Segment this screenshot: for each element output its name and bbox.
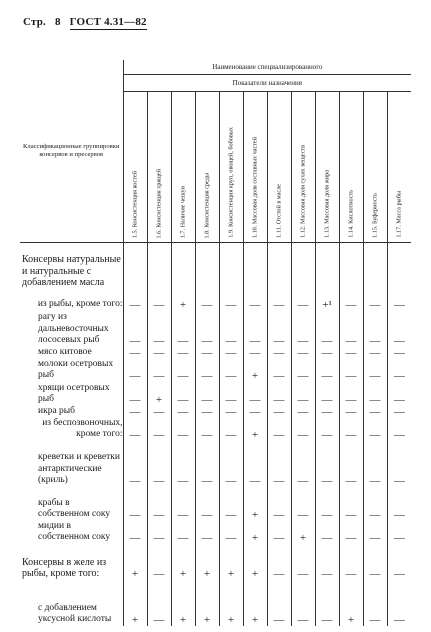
row-label: мидии в собственном соку <box>38 520 111 542</box>
table-cell <box>147 243 171 289</box>
table-cell: — <box>243 441 267 487</box>
column-header <box>243 92 267 243</box>
table-cell: — <box>123 521 147 544</box>
table-row <box>20 580 411 626</box>
table-cell <box>123 243 147 289</box>
table-cell: — <box>171 347 195 359</box>
table-cell: — <box>219 359 243 382</box>
table-cell: — <box>195 289 219 311</box>
column-header <box>171 92 195 243</box>
column-header-label: 1.15. Буферность <box>371 193 379 238</box>
table-row <box>20 359 411 382</box>
table-cell: — <box>339 382 363 406</box>
table-cell: — <box>291 347 315 359</box>
table-cell: — <box>171 418 195 441</box>
table-cell: — <box>195 311 219 347</box>
table-cell: — <box>291 359 315 382</box>
table-row <box>20 243 411 289</box>
column-header-label: 1.13. Массовая доля жира <box>323 170 331 238</box>
table-cell: — <box>339 418 363 441</box>
row-label: молоки осетровых рыб <box>38 358 114 380</box>
row-label: из беспозвоночных, кроме того: <box>42 417 123 439</box>
table-cell: — <box>171 311 195 347</box>
row-label: с добавлением уксусной кислоты <box>38 602 112 624</box>
table-cell: — <box>123 289 147 311</box>
table-cell: — <box>387 580 411 626</box>
column-header <box>315 92 339 243</box>
column-header <box>219 92 243 243</box>
table-cell: — <box>219 347 243 359</box>
table-cell: — <box>315 406 339 418</box>
table-row <box>20 382 411 406</box>
table-cell: — <box>219 441 243 487</box>
table-cell <box>267 243 291 289</box>
table-cell: — <box>363 382 387 406</box>
page-number: 8 <box>54 16 61 28</box>
table-cell: + <box>171 289 195 311</box>
table-cell: — <box>363 441 387 487</box>
table-cell: — <box>315 359 339 382</box>
standard-number: ГОСТ 4.31—82 <box>69 16 147 28</box>
table-cell: — <box>291 406 315 418</box>
table-cell: + <box>291 521 315 544</box>
table-cell: — <box>315 544 339 580</box>
column-header-label: 1.5. Консистенция костей <box>131 170 139 238</box>
table-cell: — <box>363 289 387 311</box>
table-cell: — <box>315 441 339 487</box>
table-cell: — <box>171 441 195 487</box>
table-cell: — <box>339 359 363 382</box>
column-header <box>267 92 291 243</box>
table-cell: — <box>315 580 339 626</box>
table-cell: — <box>123 311 147 347</box>
column-header-label: 1.6. Консистенция хрящей <box>155 168 163 238</box>
table-cell: — <box>387 544 411 580</box>
table-cell: — <box>363 580 387 626</box>
table-row <box>20 487 411 521</box>
table-cell: — <box>243 347 267 359</box>
table-cell: + <box>171 580 195 626</box>
table-cell <box>243 243 267 289</box>
table-cell: — <box>363 311 387 347</box>
table-row <box>20 441 411 487</box>
table-cell: — <box>123 441 147 487</box>
table-cell: — <box>363 359 387 382</box>
table-row <box>20 311 411 347</box>
table-cell: + <box>123 580 147 626</box>
column-header <box>363 92 387 243</box>
table-cell: — <box>195 487 219 521</box>
table-cell: +¹ <box>315 289 339 311</box>
table-cell: — <box>267 580 291 626</box>
table-cell: — <box>387 347 411 359</box>
table-cell: — <box>291 382 315 406</box>
column-header-label: 1.12. Массовая доля сухих веществ <box>299 145 307 238</box>
table-cell: — <box>363 487 387 521</box>
table-cell: — <box>387 289 411 311</box>
table-cell <box>171 243 195 289</box>
table-cell: + <box>123 544 147 580</box>
page-header <box>23 16 153 28</box>
table-cell <box>291 243 315 289</box>
column-header <box>147 92 171 243</box>
row-label: рагу из дальневосточных лососевых рыб <box>38 312 109 345</box>
table-cell: — <box>243 406 267 418</box>
table-row <box>20 347 411 359</box>
table-cell: — <box>219 311 243 347</box>
table-cell: + <box>219 580 243 626</box>
table-cell: — <box>363 347 387 359</box>
table-cell <box>219 243 243 289</box>
table-cell: — <box>291 441 315 487</box>
column-header <box>291 92 315 243</box>
table-cell: + <box>195 580 219 626</box>
table-cell: — <box>147 441 171 487</box>
row-label: из рыбы, кроме того: <box>37 299 123 309</box>
table-cell: — <box>291 487 315 521</box>
table-cell: + <box>243 580 267 626</box>
column-header-label: 1.10. Массовая доля составных частей <box>251 136 259 238</box>
table-cell: — <box>123 347 147 359</box>
table-cell: — <box>387 359 411 382</box>
table-cell: — <box>315 311 339 347</box>
table-cell: — <box>267 382 291 406</box>
table-cell: — <box>267 311 291 347</box>
table-cell: + <box>219 544 243 580</box>
table-cell: — <box>243 382 267 406</box>
column-header <box>195 92 219 243</box>
table-cell: — <box>315 521 339 544</box>
table-cell: — <box>339 406 363 418</box>
table-row <box>20 406 411 418</box>
table-cell: — <box>219 521 243 544</box>
classification-header: Классификационные группировки консервов и пресервов <box>20 60 123 243</box>
table-cell: — <box>147 521 171 544</box>
table-cell: — <box>291 544 315 580</box>
table-cell: + <box>339 580 363 626</box>
table-cell: — <box>123 406 147 418</box>
row-label: хрящи осетровых рыб <box>38 382 110 404</box>
table-cell: — <box>147 580 171 626</box>
table-cell: — <box>123 382 147 406</box>
table-cell: — <box>291 311 315 347</box>
table-cell: — <box>147 359 171 382</box>
table-cell: — <box>339 311 363 347</box>
standards-table <box>20 60 411 626</box>
table-cell: — <box>147 347 171 359</box>
table-cell: — <box>267 418 291 441</box>
table-cell: — <box>387 406 411 418</box>
table-cell: — <box>171 487 195 521</box>
column-header-label: 1.7. Наличие чешуи <box>179 185 187 238</box>
table-cell: — <box>267 441 291 487</box>
table-cell: — <box>267 544 291 580</box>
column-header-label: 1.11. Отстой в масле <box>275 184 283 238</box>
table-cell: — <box>195 382 219 406</box>
table-cell: — <box>123 418 147 441</box>
table-cell: — <box>219 487 243 521</box>
table-cell: — <box>267 487 291 521</box>
column-header <box>123 92 147 243</box>
table-cell: — <box>267 406 291 418</box>
table-cell: — <box>387 382 411 406</box>
table-cell: + <box>243 544 267 580</box>
table-cell: — <box>387 441 411 487</box>
table-cell <box>339 243 363 289</box>
column-header-label: 1.9. Консистенция круп, овощей, бобовых <box>227 127 235 238</box>
table-cell: — <box>123 487 147 521</box>
table-cell: — <box>219 406 243 418</box>
table-cell: — <box>267 347 291 359</box>
table-cell: — <box>315 347 339 359</box>
row-label: Консервы натуральные и натуральные с добавлением масла <box>22 254 121 288</box>
column-header <box>339 92 363 243</box>
row-label: крабы в собственном соку <box>38 497 111 519</box>
row-label: Консервы в желе из рыбы, кроме того: <box>22 556 107 579</box>
table-cell: — <box>243 289 267 311</box>
table-cell: — <box>267 359 291 382</box>
table-cell: — <box>339 544 363 580</box>
table-cell: + <box>243 521 267 544</box>
table-cell: — <box>387 521 411 544</box>
row-label: мясо китовое <box>38 347 92 357</box>
table-cell: — <box>339 441 363 487</box>
column-header-label: 1.14. Кислотность <box>347 190 355 238</box>
table-cell: — <box>219 289 243 311</box>
table-cell: — <box>315 418 339 441</box>
row-label: икра рыб <box>38 406 76 416</box>
table-cell: — <box>147 406 171 418</box>
table-cell: + <box>195 544 219 580</box>
table-cell: — <box>195 521 219 544</box>
table-cell: — <box>267 521 291 544</box>
top-header: Наименование специализированного <box>123 60 411 75</box>
table-row <box>20 418 411 441</box>
table-row <box>20 289 411 311</box>
table-cell: — <box>171 359 195 382</box>
table-cell: — <box>339 347 363 359</box>
sub-header: Показатели назначения <box>123 75 411 92</box>
table-cell: — <box>315 382 339 406</box>
table-cell: — <box>291 418 315 441</box>
table-cell: — <box>267 289 291 311</box>
table-cell: — <box>147 311 171 347</box>
table-cell: — <box>363 418 387 441</box>
table-cell: + <box>243 359 267 382</box>
table-cell: — <box>147 289 171 311</box>
table-cell: — <box>387 311 411 347</box>
table-cell: — <box>339 487 363 521</box>
table-cell: — <box>147 487 171 521</box>
table-cell: + <box>147 382 171 406</box>
table-cell: — <box>147 544 171 580</box>
table-row <box>20 521 411 544</box>
table-row <box>20 544 411 580</box>
table-cell: — <box>339 289 363 311</box>
table-cell: — <box>243 311 267 347</box>
table-cell: — <box>363 406 387 418</box>
table-cell: + <box>243 418 267 441</box>
table-cell: — <box>123 359 147 382</box>
table-cell: — <box>339 521 363 544</box>
table-cell <box>387 243 411 289</box>
table-cell <box>363 243 387 289</box>
table-cell: — <box>315 487 339 521</box>
row-label: креветки и креветки антарктические (криль) <box>38 452 120 485</box>
table-cell: — <box>195 441 219 487</box>
table-cell: — <box>171 406 195 418</box>
table-cell: + <box>171 544 195 580</box>
column-header-label: 1.17. Масса рыбы <box>395 191 403 238</box>
table-cell: — <box>291 580 315 626</box>
column-header-label: 1.8. Консистенция среды <box>203 172 211 238</box>
table-cell: — <box>147 418 171 441</box>
table-cell: + <box>243 487 267 521</box>
page-label: Стр. <box>23 16 47 28</box>
table-cell: — <box>219 418 243 441</box>
table-cell <box>315 243 339 289</box>
table-cell: — <box>363 521 387 544</box>
column-header <box>387 92 411 243</box>
table-cell <box>195 243 219 289</box>
table-cell: — <box>363 544 387 580</box>
table-cell: — <box>291 289 315 311</box>
table-cell: — <box>219 382 243 406</box>
table-cell: — <box>195 347 219 359</box>
table-cell: — <box>171 382 195 406</box>
table-cell: — <box>195 359 219 382</box>
table-cell: — <box>387 418 411 441</box>
table-cell: — <box>387 487 411 521</box>
table-cell: — <box>195 418 219 441</box>
table-cell: — <box>171 521 195 544</box>
table-cell: — <box>195 406 219 418</box>
